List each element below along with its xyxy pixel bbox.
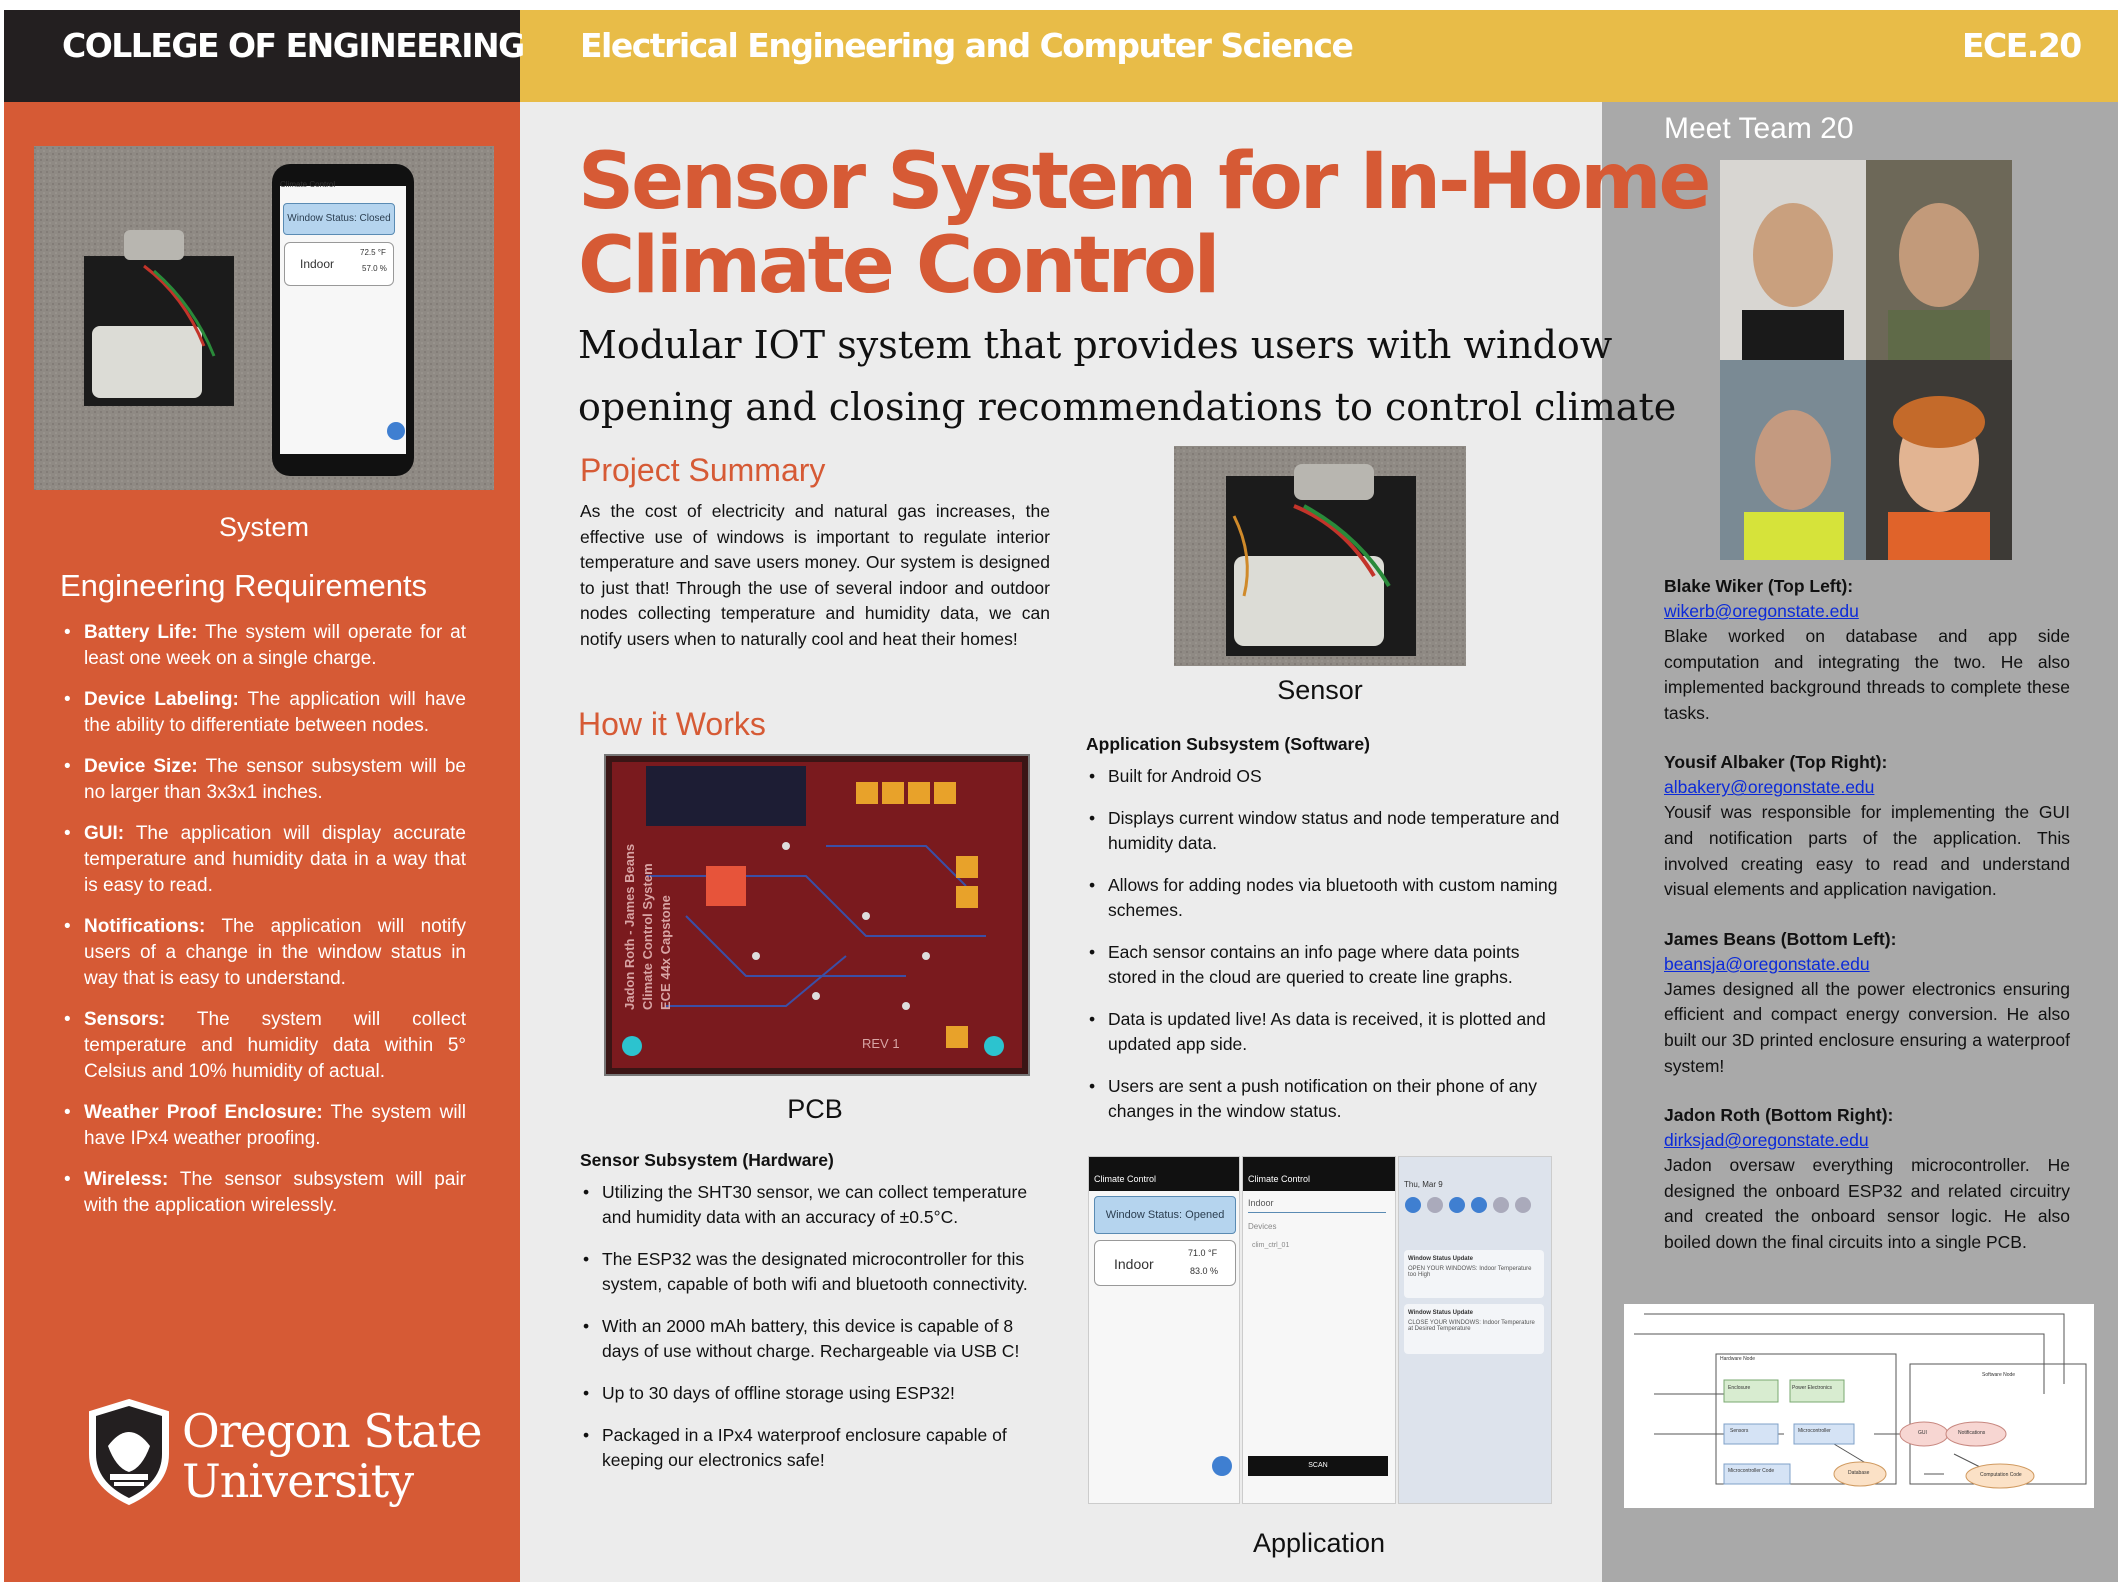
hardware-item: • The ESP32 was the designated microcontroller for this system, capable of both wifi and bluetooth connectivity. bbox=[580, 1247, 1040, 1297]
pcb-caption: PCB bbox=[787, 1094, 843, 1124]
sensor-caption: Sensor bbox=[1277, 675, 1363, 705]
team-title: Meet Team 20 bbox=[1664, 112, 1854, 145]
hardware-list bbox=[580, 1180, 1040, 1490]
member-name: Blake Wiker (Top Left): bbox=[1664, 576, 1854, 596]
diagram-database: Database bbox=[1848, 1470, 1870, 1476]
app3-notif1-title: Window Status Update bbox=[1408, 1256, 1473, 1262]
osu-seal-icon bbox=[86, 1398, 172, 1506]
requirement-item: • Notifications: The application will notify users of a change in the window status in way that is easy to understand. bbox=[62, 914, 466, 992]
system-caption: System bbox=[218, 512, 310, 542]
app1-add-icon[interactable] bbox=[1212, 1456, 1232, 1476]
app2-device-item[interactable]: clim_ctrl_01 bbox=[1252, 1242, 1290, 1249]
member-bio: James designed all the power electronics ensuring efficient and compact energy conversion. He also built our 3D printed enclosure ensuring a waterproof system! bbox=[1664, 978, 2070, 1076]
diagram-software-label: Software Node bbox=[1982, 1372, 2016, 1378]
member-name: Yousif Albaker (Top Right): bbox=[1664, 752, 1888, 773]
phone-indoor-label: Indoor bbox=[300, 257, 335, 271]
diagram-sensors: Sensors bbox=[1730, 1428, 1749, 1434]
member-yousif bbox=[1664, 750, 2070, 902]
app-caption: Application bbox=[1252, 1528, 1386, 1558]
summary-title: Project Summary bbox=[580, 452, 826, 488]
requirement-item: • Device Labeling: The application will have the ability to differentiate between nodes. bbox=[62, 687, 466, 739]
hardware-item: • Utilizing the SHT30 sensor, we can collect temperature and humidity data with an accuracy of ±0.5°C. bbox=[580, 1180, 1040, 1230]
diagram-micro-code: Microcontroller Code bbox=[1728, 1468, 1775, 1474]
poster-title-line1: Sensor System for In-Home bbox=[578, 137, 1709, 227]
requirement-item: • Wireless: The sensor subsystem will pair with the application wirelessly. bbox=[62, 1167, 466, 1219]
member-email-link[interactable]: dirksjad@oregonstate.edu bbox=[1664, 1130, 1869, 1151]
requirement-item: • Device Size: The sensor subsystem will be no larger than 3x3x1 inches. bbox=[62, 754, 466, 806]
osu-logo-line1: Oregon State bbox=[182, 1404, 482, 1458]
phone-indoor-hum: 57.0 % bbox=[362, 264, 387, 273]
app1-hum: 83.0 % bbox=[1190, 1266, 1219, 1276]
diagram-hardware-label: Hardware Node bbox=[1720, 1356, 1756, 1362]
app2-title: Climate Control bbox=[1248, 1174, 1311, 1184]
system-block-diagram bbox=[1624, 1304, 2094, 1508]
department-name: Electrical Engineering and Computer Science bbox=[580, 26, 1353, 65]
app2-scan-button[interactable]: SCAN bbox=[1248, 1456, 1388, 1476]
software-item: • Built for Android OS bbox=[1086, 764, 1566, 789]
member-jadon bbox=[1664, 1103, 2070, 1255]
member-name: Jadon Roth (Bottom Right): bbox=[1664, 1105, 1894, 1126]
phone-app-title: Climate Control bbox=[280, 180, 336, 189]
member-name: James Beans (Bottom Left): bbox=[1664, 928, 1897, 949]
member-bio: Jadon oversaw everything microcontroller. He designed the onboard ESP32 and related circuitry and created the onboard sensor logic. He also boiled down the final circuits into a single PCB. bbox=[1664, 1155, 2070, 1252]
system-photo-art bbox=[34, 146, 494, 490]
hardware-item: • With an 2000 mAh battery, this device is capable of 8 days of use without charge. Rechargeable via USB C! bbox=[580, 1314, 1040, 1364]
member-email-link[interactable]: beansja@oregonstate.edu bbox=[1664, 953, 1870, 974]
app3-notif2-text: CLOSE YOUR WINDOWS: Indoor Temperature at Desired Temperature bbox=[1408, 1320, 1535, 1332]
osu-logo-line2: University bbox=[182, 1454, 414, 1508]
diagram-power: Power Electronics bbox=[1792, 1385, 1833, 1391]
diagram-notifications: Notifications bbox=[1958, 1430, 1986, 1436]
poster-subtitle-line1: Modular IOT system that provides users with window bbox=[578, 323, 1613, 367]
pcb-silk-line2: Climate Control System bbox=[640, 863, 655, 1010]
member-email-link[interactable]: wikerb@oregonstate.edu bbox=[1664, 601, 1859, 621]
software-item: • Data is updated live! As data is received, it is plotted and updated app side. bbox=[1086, 1007, 1566, 1057]
app2-devices-label: Devices bbox=[1248, 1222, 1277, 1231]
team-photos bbox=[1720, 160, 2012, 560]
diagram-computation: Computation Code bbox=[1980, 1472, 2022, 1478]
sensor-photo-art bbox=[1174, 446, 1466, 666]
requirement-item: • Weather Proof Enclosure: The system will have IPx4 weather proofing. bbox=[62, 1100, 466, 1152]
software-item: • Users are sent a push notification on their phone of any changes in the window status. bbox=[1086, 1074, 1566, 1124]
how-title: How it Works bbox=[578, 706, 766, 742]
member-bio: Yousif was responsible for implementing the GUI and notification parts of the application. This involved creating easy to read and understand visual elements and application navigation. bbox=[1664, 802, 2070, 900]
diagram-micro: Microcontroller bbox=[1798, 1428, 1831, 1434]
sensor-photo bbox=[1174, 446, 1466, 666]
software-item: • Each sensor contains an info page where data points stored in the cloud are queried to create line graphs. bbox=[1086, 940, 1566, 990]
diagram-gui: GUI bbox=[1918, 1430, 1927, 1436]
app3-notif2-title: Window Status Update bbox=[1408, 1310, 1473, 1316]
diagram-enclosure: Enclosure bbox=[1728, 1385, 1751, 1391]
software-title: Application Subsystem (Software) bbox=[1086, 734, 1370, 754]
diagram-art bbox=[1624, 1304, 2094, 1508]
requirements-title: Engineering Requirements bbox=[60, 568, 428, 603]
system-photo bbox=[34, 146, 494, 490]
pcb-silk-line1: Jadon Roth - James Beans bbox=[622, 843, 637, 1010]
hardware-title: Sensor Subsystem (Hardware) bbox=[580, 1150, 834, 1170]
poster-subtitle-line2: opening and closing recommendations to control climate bbox=[578, 385, 1677, 429]
hardware-item: • Packaged in a IPx4 waterproof enclosure capable of keeping our electronics safe! bbox=[580, 1423, 1040, 1473]
app1-window-status: Window Status: Opened bbox=[1094, 1196, 1236, 1234]
phone-window-status: Window Status: Closed bbox=[283, 203, 395, 235]
app3-quick-settings bbox=[1404, 1196, 1544, 1214]
app2-name-input[interactable]: Indoor bbox=[1248, 1198, 1386, 1213]
app1-indoor-label: Indoor bbox=[1114, 1256, 1154, 1272]
member-james bbox=[1664, 927, 2070, 1079]
summary-text: As the cost of electricity and natural gas increases, the effective use of windows is important to regulate interior temperature and save users money. Our system is designed to just that! Through the use of several indoor and outdoor nodes collecting temperature and humidity data, we can notify users when to naturally cool and heat their homes! bbox=[580, 501, 1050, 649]
pcb-silk-line3: ECE 44x Capstone bbox=[658, 895, 673, 1010]
member-email-link[interactable]: albakery@oregonstate.edu bbox=[1664, 777, 1875, 798]
poster-code: ECE.20 bbox=[1962, 26, 2081, 65]
requirement-item: • Battery Life: The system will operate for at least one week on a single charge. bbox=[62, 620, 466, 672]
software-item: • Displays current window status and node temperature and humidity data. bbox=[1086, 806, 1566, 856]
app1-title: Climate Control bbox=[1094, 1174, 1157, 1184]
software-item: • Allows for adding nodes via bluetooth with custom naming schemes. bbox=[1086, 873, 1566, 923]
app1-temp: 71.0 °F bbox=[1188, 1248, 1218, 1258]
team-members bbox=[1664, 574, 2070, 1280]
member-blake bbox=[1664, 574, 2070, 726]
app3-notif1-text: OPEN YOUR WINDOWS: Indoor Temperature too High bbox=[1408, 1266, 1532, 1278]
phone-indoor-temp: 72.5 °F bbox=[360, 248, 386, 257]
app3-date: Thu, Mar 9 bbox=[1404, 1180, 1443, 1189]
requirements-list bbox=[62, 620, 466, 1234]
member-bio: Blake worked on database and app side computation and integrating the two. He also implemented background threads to complete these tasks. bbox=[1664, 626, 2070, 723]
college-name: COLLEGE OF ENGINEERING bbox=[62, 26, 524, 65]
requirement-item: • Sensors: The system will collect temperature and humidity data within 5° Celsius and 10% humidity of actual. bbox=[62, 1007, 466, 1085]
requirement-item: • GUI: The application will display accurate temperature and humidity data in a way that is easy to read. bbox=[62, 821, 466, 899]
pcb-rev: REV 1 bbox=[862, 1036, 900, 1051]
software-list bbox=[1086, 764, 1566, 1141]
hardware-item: • Up to 30 days of offline storage using ESP32! bbox=[580, 1381, 1040, 1406]
poster-title-line2: Climate Control bbox=[578, 221, 1218, 311]
